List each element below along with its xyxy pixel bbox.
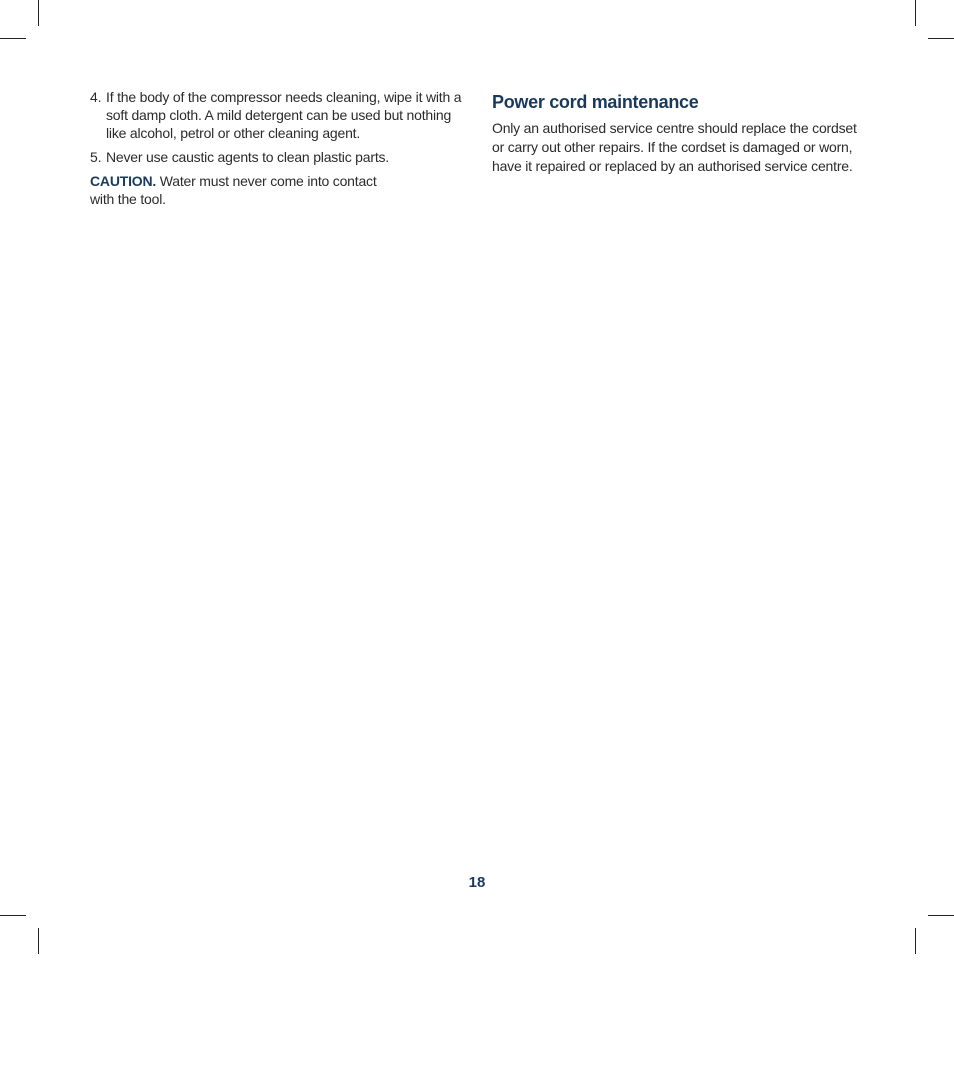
crop-mark-bottom-left-horizontal [0,915,26,916]
list-item-text: If the body of the compressor needs cleaning, wipe it with a soft damp cloth. A mild detergent can be used but nothing like alcohol, petrol or other cleaning agent. [106,89,462,141]
crop-mark-top-right-horizontal [928,38,954,39]
right-column [492,91,864,176]
left-column [90,88,462,208]
crop-mark-bottom-left-vertical [38,928,39,954]
list-item-number: 5. [90,149,102,165]
section-heading: Power cord maintenance [492,92,699,112]
crop-mark-bottom-right-vertical [915,928,916,954]
crop-mark-top-right-vertical [915,0,916,26]
list-item [90,148,462,166]
crop-mark-bottom-right-horizontal [928,915,954,916]
list-item [90,88,462,142]
list-item-text: Never use caustic agents to clean plastic parts. [106,149,389,165]
crop-mark-top-left-vertical [38,0,39,26]
caution-text-line1: Water must never come into contact [159,173,377,189]
list-item-number: 4. [90,89,102,105]
caution-note [90,172,462,208]
page-number: 18 [468,874,486,891]
section-body: Only an authorised service centre should replace the cordset or carry out other repairs. If the cordset is damaged or worn, have it repaired or replaced by an authorised service centre. [492,120,857,174]
crop-mark-top-left-horizontal [0,38,26,39]
caution-text-line2: with the tool. [90,191,166,207]
caution-label: CAUTION. [90,173,157,189]
